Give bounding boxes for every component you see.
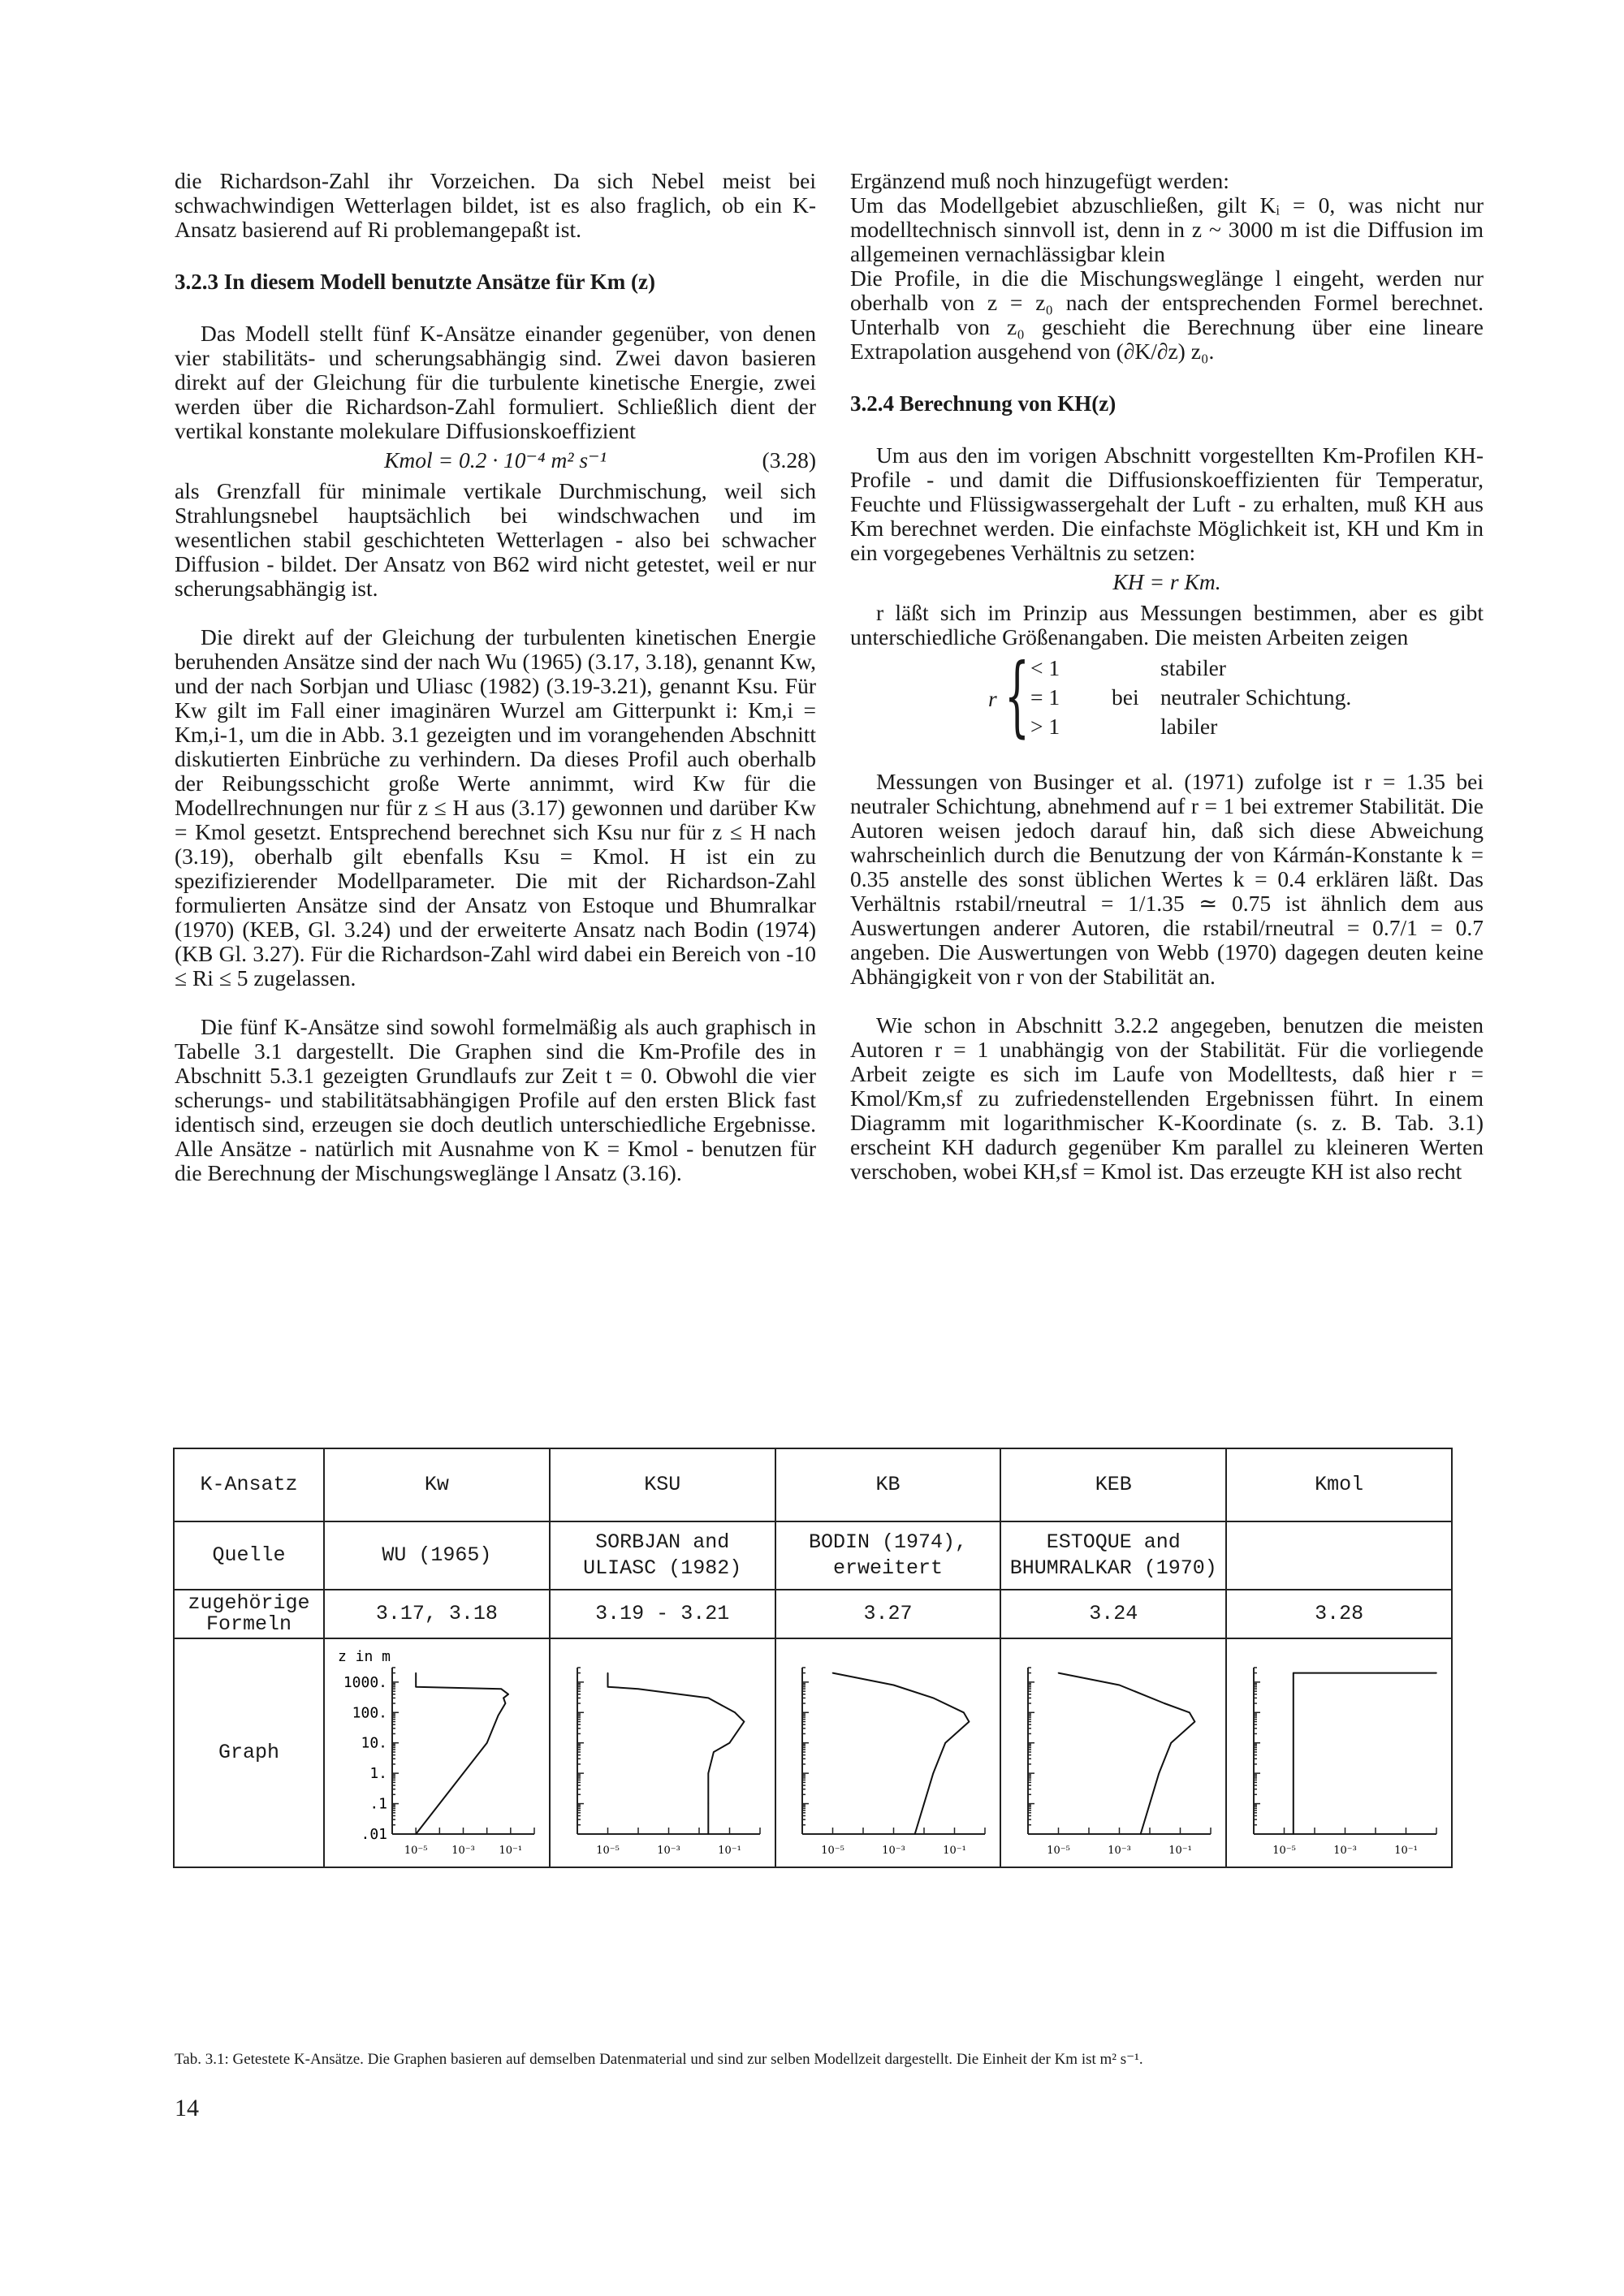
profile-line bbox=[607, 1673, 744, 1834]
x-tick-label: 10⁻⁵ bbox=[1047, 1845, 1071, 1857]
table-cell: SORBJAN and ULIASC (1982) bbox=[550, 1521, 775, 1590]
x-tick-label: 10⁻³ bbox=[451, 1845, 475, 1857]
data-point bbox=[607, 1672, 608, 1674]
equation bbox=[175, 448, 816, 474]
y-tick-label: 1000. bbox=[343, 1673, 387, 1691]
paragraph: Ergänzend muß noch hinzugefügt werden: bbox=[850, 168, 1229, 193]
row-label: zugehörige Formeln bbox=[174, 1590, 324, 1638]
y-tick-label: 1. bbox=[369, 1765, 387, 1783]
paragraph: Die fünf K-Ansätze sind sowohl formelmäßig als auch graphisch in Tabelle 3.1 dargestellt. Die Graphen sind die Km-Profile des in Abschnitt 5.3.1 gezeigten Grundlaufs zur Zeit t = 0. Obwohl die vier scherungs- und stabilitätsabhängigen Profile auf den ersten Blick fast identisch sind, erzeugen sie doch deutlich unterschiedliche Ergebnisse. Alle Ansätze - natürlich mit Ausnahme von K = Kmol - benutzen für die Berechnung der Mischungsweglänge l Ansatz (3.16). bbox=[175, 1014, 816, 1185]
case-row: = 1 bei neutraler Schichtung. bbox=[1030, 684, 1352, 710]
data-point bbox=[415, 1672, 417, 1674]
data-point bbox=[963, 1711, 965, 1713]
paragraph: die Richardson-Zahl ihr Vorzeichen. Da sich Nebel meist bei schwachwindigen Wetterlagen bildet, ist es also fraglich, ob ein K-Ansatz basierend auf Ri problemangepaßt ist. bbox=[175, 168, 816, 242]
data-point bbox=[707, 1698, 709, 1699]
table-cell: BODIN (1974), erweitert bbox=[775, 1521, 1001, 1590]
data-point bbox=[969, 1721, 970, 1723]
paragraph: Um aus den im vorigen Abschnitt vorgestellten Km-Profilen KH-Profile - und damit die Diffusionskoeffizienten für Temperatur, Feuchte und Flüssigwassergehalt der Luft - zu erhalten, muß KH aus Km berechnet werden. Die einfachste Möglichkeit ist, KH und Km in ein vorgegebenes Verhältnis zu setzen: bbox=[850, 442, 1484, 565]
data-point bbox=[893, 1685, 895, 1686]
equation bbox=[850, 570, 1484, 596]
data-point bbox=[713, 1751, 715, 1753]
y-tick-label: 100. bbox=[352, 1704, 387, 1722]
table-cell: 3.19 - 3.21 bbox=[550, 1590, 775, 1638]
case-variable: r bbox=[988, 686, 997, 711]
x-tick-label: 10⁻³ bbox=[1108, 1845, 1132, 1857]
table-cell: 3.17, 3.18 bbox=[324, 1590, 550, 1638]
table-row bbox=[174, 1590, 1452, 1638]
column-header: KEB bbox=[1000, 1448, 1226, 1521]
section-heading: 3.2.4 Berechnung von KH(z) bbox=[850, 391, 1116, 416]
x-tick-label: 10⁻⁵ bbox=[1272, 1845, 1296, 1857]
data-point bbox=[933, 1698, 935, 1699]
data-point bbox=[743, 1721, 745, 1723]
data-point bbox=[498, 1715, 499, 1716]
y-tick-label: .1 bbox=[369, 1795, 387, 1813]
data-point bbox=[924, 1803, 926, 1805]
data-point bbox=[707, 1833, 709, 1835]
graph-kmol bbox=[1229, 1643, 1449, 1862]
x-tick-label: 10⁻¹ bbox=[717, 1845, 741, 1857]
x-tick-label: 10⁻¹ bbox=[943, 1845, 967, 1857]
table-caption: Tab. 3.1: Getestete K-Ansätze. Die Graphen basieren auf demselben Datenmaterial und sind zur selben Modellzeit dargestellt. Die Einheit der Km ist m² s⁻¹. bbox=[175, 2051, 1143, 2068]
equation-text: Kmol = 0.2 · 10⁻⁴ m² s⁻¹ bbox=[384, 447, 607, 473]
brace-icon: { bbox=[1004, 645, 1030, 747]
page-number: 14 bbox=[175, 2095, 199, 2121]
row-label: Graph bbox=[174, 1638, 324, 1867]
data-point bbox=[945, 1742, 947, 1744]
x-tick-label: 10⁻³ bbox=[1333, 1845, 1357, 1857]
data-point bbox=[415, 1686, 417, 1688]
data-point bbox=[486, 1742, 488, 1744]
data-point bbox=[1189, 1711, 1190, 1713]
graph-cell bbox=[1226, 1638, 1452, 1867]
table-cell: ESTOQUE and BHUMRALKAR (1970) bbox=[1000, 1521, 1226, 1590]
data-point bbox=[415, 1833, 417, 1835]
table-row bbox=[174, 1521, 1452, 1590]
data-point bbox=[914, 1833, 916, 1835]
data-point bbox=[1194, 1721, 1196, 1723]
data-point bbox=[607, 1686, 608, 1688]
x-tick-label: 10⁻⁵ bbox=[595, 1845, 620, 1857]
x-tick-label: 10⁻⁵ bbox=[821, 1845, 845, 1857]
paragraph: Die Profile, in die die Mischungsweglänge l eingeht, werden nur oberhalb von z = z₀ nach der entsprechenden Formel berechnet. Unterhalb von z₀ geschieht die Berechnung über eine lineare Extrapolation ausgehend von (∂K/∂z) z₀. bbox=[850, 265, 1484, 364]
data-point bbox=[933, 1772, 935, 1774]
data-point bbox=[734, 1711, 736, 1713]
x-tick-label: 10⁻³ bbox=[656, 1845, 680, 1857]
graph-cell bbox=[1000, 1638, 1226, 1867]
x-tick-label: 10⁻¹ bbox=[499, 1845, 523, 1857]
right-column bbox=[850, 169, 1484, 1208]
column-header: Kw bbox=[324, 1448, 550, 1521]
data-point bbox=[1293, 1672, 1294, 1674]
case-distinction bbox=[850, 645, 1484, 747]
y-axis-label: z in m bbox=[337, 1648, 391, 1665]
data-point bbox=[415, 1681, 417, 1683]
graph-ksu bbox=[553, 1643, 772, 1862]
y-tick-label: 10. bbox=[361, 1734, 387, 1752]
data-point bbox=[1171, 1742, 1173, 1744]
column-header: KSU bbox=[550, 1448, 775, 1521]
data-point bbox=[1436, 1672, 1437, 1674]
data-point bbox=[438, 1803, 440, 1805]
equation-number: (3.28) bbox=[762, 447, 816, 473]
data-point bbox=[500, 1688, 502, 1690]
x-tick-label: 10⁻³ bbox=[882, 1845, 906, 1857]
data-point bbox=[728, 1742, 730, 1744]
paragraph: als Grenzfall für minimale vertikale Durchmischung, weil sich Strahlungsnebel hauptsächlich bei windschwachen und im wesentlichen stabil geschichteten Wetterlagen - also bei schwacher Diffusion - bildet. Der Ansatz von B62 wird nicht getestet, weil er nur scherungsabhängig ist. bbox=[175, 478, 816, 601]
x-tick-label: 10⁻⁵ bbox=[404, 1845, 428, 1857]
data-point bbox=[1149, 1803, 1151, 1805]
column-header: Kmol bbox=[1226, 1448, 1452, 1521]
section-heading: 3.2.3 In diesem Modell benutzte Ansätze für Km (z) bbox=[175, 270, 655, 294]
data-point bbox=[1293, 1833, 1294, 1835]
data-point bbox=[1119, 1685, 1121, 1686]
left-column bbox=[175, 169, 816, 1210]
column-header: KB bbox=[775, 1448, 1001, 1521]
table-cell: 3.24 bbox=[1000, 1590, 1226, 1638]
x-tick-label: 10⁻¹ bbox=[1394, 1845, 1418, 1857]
graph-cell bbox=[550, 1638, 775, 1867]
profile-line bbox=[833, 1673, 970, 1834]
data-point bbox=[707, 1772, 709, 1774]
data-point bbox=[1159, 1772, 1160, 1774]
profile-line bbox=[1059, 1673, 1195, 1834]
graph-keb bbox=[1004, 1643, 1223, 1862]
paragraph: Messungen von Businger et al. (1971) zufolge ist r = 1.35 bei neutraler Schichtung, abnehmend auf r = 1 bei extremer Stabilität. Die Autoren weisen jedoch darauf hin, daß sich diese Abweichung wahrscheinlich durch die Benutzung der von Kármán-Konstante k = 0.35 anstelle des sonst üblichen Wertes k = 0.4 erklären läßt. Das Verhältnis rstabil/rneutral = 1/1.35 ≃ 0.75 ist ähnlich dem aus Auswertungen anderer Autoren, die rstabil/rneutral = 0.7/1 = 0.7 angeben. Die Auswertungen von Webb (1970) dagegen deuten keine Abhängigkeit von r von der Stabilität an. bbox=[850, 769, 1484, 989]
profile-line bbox=[416, 1673, 508, 1834]
graph-cell bbox=[775, 1638, 1001, 1867]
data-point bbox=[504, 1703, 506, 1704]
data-point bbox=[508, 1694, 509, 1695]
x-tick-label: 10⁻¹ bbox=[1168, 1845, 1193, 1857]
paragraph: Die direkt auf der Gleichung der turbulenten kinetischen Energie beruhenden Ansätze sind der nach Wu (1965) (3.17, 3.18), genannt Kw, und der nach Sorbjan und Uliasc (1982) (3.19-3.21), genannt Ksu. Für Kw gilt im Fall einer imaginären Wurzel am Gitterpunkt i: Km,i = Km,i-1, um die in Abb. 3.1 gezeigten und im vorangehenden Abschnitt diskutierten Einbrüche zu verhindern. Da dieses Profil auch oberhalb der Reibungsschicht große Werte annimmt, wird Kw für die Modellrechnungen nur für z ≤ H aus (3.17) gewonnen und darüber Kw = Kmol gesetzt. Entsprechend berechnet sich Ksu nur für z ≤ H nach (3.19), oberhalb gilt ebenfalls Ksu = Kmol. H ist ein zu spezifizierender Modellparameter. Die mit der Richardson-Zahl formulierten Ansätze sind der Ansatz von Estoque und Bhumralkar (1970) (KEB, Gl. 3.24) und der erweiterte Ansatz nach Bodin (1974) (KB Gl. 3.27). Für die Richardson-Zahl wird dabei ein Bereich von -10 ≤ Ri ≤ 5 zugelassen. bbox=[175, 624, 816, 990]
k-ansatz-table bbox=[173, 1448, 1453, 1868]
table-cell: 3.27 bbox=[775, 1590, 1001, 1638]
paragraph: r läßt sich im Prinzip aus Messungen bestimmen, aber es gibt unterschiedliche Größenangaben. Die meisten Arbeiten zeigen bbox=[850, 600, 1484, 650]
row-label: K-Ansatz bbox=[174, 1448, 324, 1521]
data-point bbox=[463, 1772, 464, 1774]
data-point bbox=[707, 1803, 709, 1805]
profile-line bbox=[1294, 1673, 1436, 1834]
data-point bbox=[637, 1688, 639, 1690]
graph-kb bbox=[778, 1643, 997, 1862]
data-point bbox=[1058, 1672, 1060, 1674]
graph-kw bbox=[327, 1643, 546, 1862]
y-tick-label: .01 bbox=[361, 1826, 387, 1843]
data-point bbox=[1140, 1833, 1142, 1835]
case-row: > 1 labiler bbox=[1030, 714, 1218, 739]
paragraph: Wie schon in Abschnitt 3.2.2 angegeben, benutzen die meisten Autoren r = 1 unabhängig von der Stabilität. Für die vorliegende Arbeit zeigte es sich im Laufe von Modelltests, daß hier r = Kmol/Km,sf zu zufriedenstellenden Ergebnissen führt. In einem Diagramm mit logarithmischer K-Koordinate (s. z. B. Tab. 3.1) erscheint KH dadurch gegenüber Km parallel zu kleineren Werten verschoben, wobei KH,sf = Kmol ist. Das erzeugte KH ist also recht bbox=[850, 1012, 1484, 1184]
table-cell: 3.28 bbox=[1226, 1590, 1452, 1638]
data-point bbox=[832, 1672, 834, 1674]
table-row bbox=[174, 1638, 1452, 1867]
table-row bbox=[174, 1448, 1452, 1521]
graph-cell bbox=[324, 1638, 550, 1867]
equation-text: KH = r Km. bbox=[1112, 569, 1221, 594]
data-point bbox=[503, 1698, 504, 1699]
table-cell: WU (1965) bbox=[324, 1521, 550, 1590]
case-row: < 1 stabiler bbox=[1030, 655, 1226, 680]
data-point bbox=[1164, 1703, 1165, 1704]
paragraph: Das Modell stellt fünf K-Ansätze einander gegenüber, von denen vier stabilitäts- und scherungsabhängig sind. Zwei davon basieren direkt auf der Gleichung für die turbulente kinetische Energie, zwei werden über die Richardson-Zahl formuliert. Schließlich dient der vertikal konstante molekulare Diffusionskoeffizient bbox=[175, 321, 816, 443]
paragraph: Um das Modellgebiet abzuschließen, gilt Kᵢ = 0, was nicht nur modelltechnisch sinnvoll ist, denn in z ~ 3000 m ist die Diffusion im allgemeinen vernachlässigbar klein bbox=[850, 192, 1484, 266]
data-point bbox=[607, 1681, 608, 1683]
row-label: Quelle bbox=[174, 1521, 324, 1590]
table-cell bbox=[1226, 1521, 1452, 1590]
